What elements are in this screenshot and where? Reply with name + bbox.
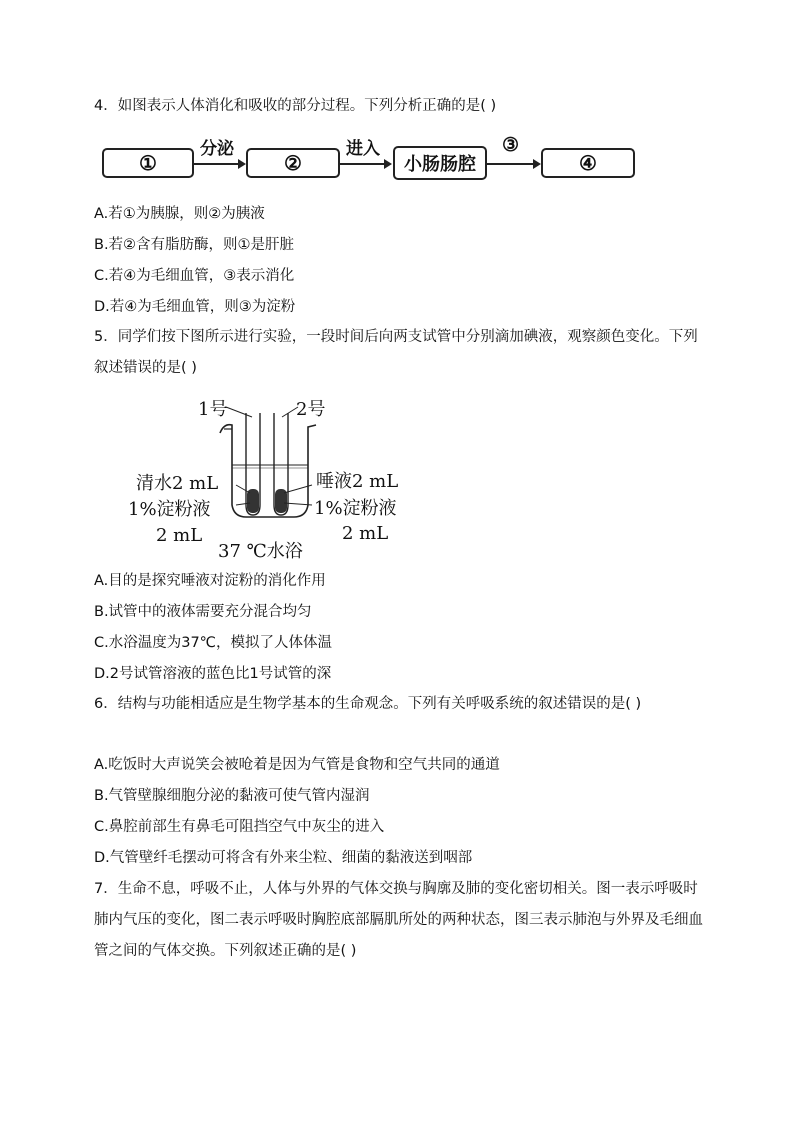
right-top-label: 唾液2 mL [316, 471, 399, 492]
flow-arrow-1 [194, 156, 246, 172]
flow-box-2: ② [246, 148, 340, 178]
q5-option-b: B.试管中的液体需要充分混合均匀 [94, 604, 312, 620]
q5-option-a: A.目的是探究唾液对淀粉的消化作用 [94, 573, 326, 589]
flow-arrow-label-3: ③ [502, 134, 520, 156]
flow-arrow-label-1: 分泌 [200, 139, 234, 159]
q6-option-d: D.气管壁纤毛摆动可将含有外来尘粒、细菌的黏液送到咽部 [94, 850, 473, 866]
q6-stem: 6．结构与功能相适应是生物学基本的生命观念。下列有关呼吸系统的叙述错误的是( ) [94, 696, 642, 712]
left-top-label: 清水2 mL [136, 473, 219, 494]
beaker-experiment-figure [128, 393, 418, 563]
q5-option-d: D.2号试管溶液的蓝色比1号试管的深 [94, 666, 332, 682]
flow-arrow-2 [340, 156, 392, 172]
q5-stem: 5．同学们按下图所示进行实验，一段时间后向两支试管中分别滴加碘液，观察颜色变化。下列叙述错误的是( ) [94, 329, 698, 376]
right-mid-label: 1%淀粉液 [314, 498, 397, 519]
q5-option-c: C.水浴温度为37℃，模拟了人体体温 [94, 635, 332, 651]
tube-2-label: 2号 [296, 399, 326, 420]
q6-option-a: A.吃饭时大声说笑会被呛着是因为气管是食物和空气共同的通道 [94, 757, 500, 773]
q4-option-c: C.若④为毛细血管，③表示消化 [94, 268, 295, 284]
flow-box-small-intestine: 小肠肠腔 [393, 146, 487, 180]
q4-option-a: A.若①为胰腺，则②为胰液 [94, 206, 265, 222]
right-bottom-label: 2 mL [342, 523, 389, 544]
water-bath-label: 37 ℃水浴 [218, 541, 303, 562]
left-mid-label: 1%淀粉液 [128, 499, 211, 520]
q7-stem: 7．生命不息，呼吸不止，人体与外界的气体交换与胸廓及肺的变化密切相关。图一表示呼吸时肺内气压的变化，图二表示呼吸时胸腔底部膈肌所处的两种状态，图三表示肺泡与外界及毛细血管之间的气体交换。下列叙述正确的是( ) [94, 881, 703, 959]
flow-box-1: ① [102, 148, 194, 178]
digestion-flow-diagram [100, 134, 640, 190]
q6-option-c: C.鼻腔前部生有鼻毛可阻挡空气中灰尘的进入 [94, 819, 385, 835]
flow-arrow-label-2: 进入 [346, 139, 380, 159]
q4-option-d: D.若④为毛细血管，则③为淀粉 [94, 299, 296, 315]
q4-stem: 4．如图表示人体消化和吸收的部分过程。下列分析正确的是( ) [94, 98, 497, 114]
flow-arrow-3 [487, 156, 541, 172]
q6-option-b: B.气管壁腺细胞分泌的黏液可使气管内湿润 [94, 788, 370, 804]
flow-box-4: ④ [541, 148, 635, 178]
left-bottom-label: 2 mL [156, 525, 203, 546]
tube-1-label: 1号 [198, 399, 228, 420]
q4-option-b: B.若②含有脂肪酶，则①是肝脏 [94, 237, 295, 253]
